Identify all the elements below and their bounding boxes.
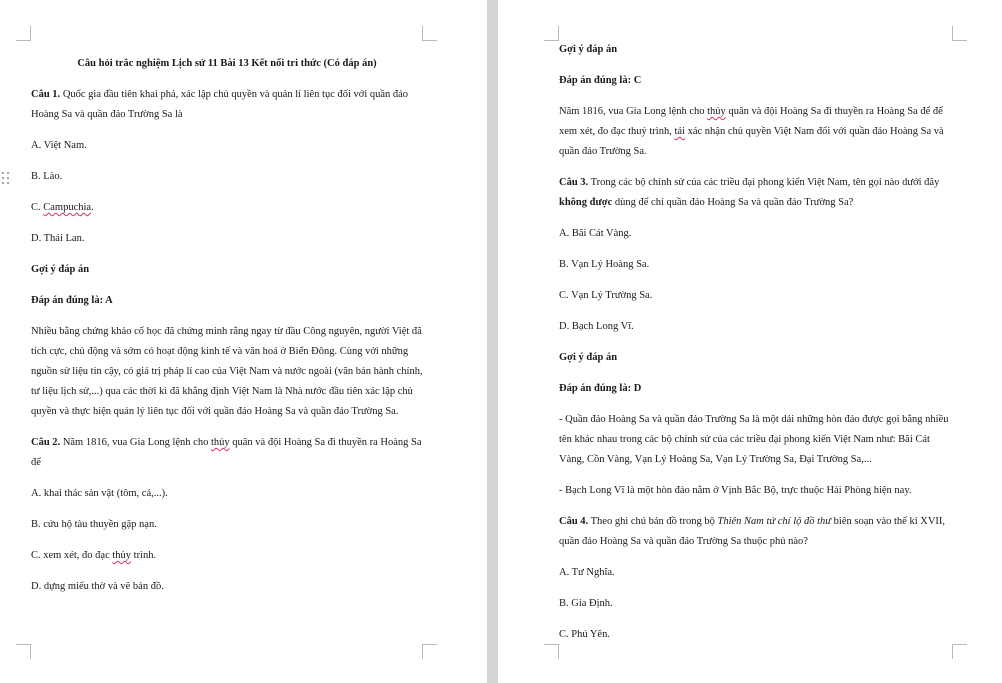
page-gutter [487, 0, 498, 683]
explanation: - Quần đảo Hoàng Sa và quần đảo Trường Sa là một dải những hòn đảo được gọi bằng nhiều tên khác nhau trong các bộ chính sử của các triều đại phong kiến Việt Nam như: Bãi Cát Vàng, Cồn Vàng, Vạn Lý Hoàng Sa, Vạn Lý Trường Sa, Đại Trường Sa,... [559, 414, 949, 465]
hint-heading: Gợi ý đáp án [559, 352, 618, 363]
crop-mark [544, 644, 559, 659]
answer-line: Đáp án đúng là: C [559, 75, 642, 86]
document-page-left[interactable] [0, 0, 487, 683]
option-b: B. Gia Định. [559, 598, 613, 609]
question-4 [559, 512, 955, 552]
option-prefix: C. [31, 202, 44, 213]
explanation-text: Năm 1816, vua Gia Long lệnh cho [559, 106, 708, 117]
question-2 [31, 433, 423, 473]
option-suffix: . [91, 202, 94, 213]
drag-handle-icon[interactable] [2, 172, 10, 188]
option-c: C. Phú Yên. [559, 629, 610, 640]
option-c [31, 198, 423, 218]
hint-heading: Gợi ý đáp án [559, 44, 618, 55]
question-emphasis: không được [559, 197, 613, 208]
spellcheck-word[interactable]: tái [674, 126, 685, 137]
answer-line: Đáp án đúng là: A [31, 295, 113, 306]
document-title: Câu hỏi trắc nghiệm Lịch sử 11 Bài 13 Kết nối tri thức (Có đáp án) [77, 58, 377, 69]
answer-line: Đáp án đúng là: D [559, 383, 642, 394]
option-d: D. Thái Lan. [31, 233, 85, 244]
question-text: dùng để chỉ quần đảo Hoàng Sa và quần đảo Trường Sa? [612, 197, 854, 208]
book-title: Thiên Nam tứ chí lộ đồ thư [717, 516, 832, 527]
crop-mark [422, 26, 437, 41]
crop-mark [16, 26, 31, 41]
question-label: Câu 1. [31, 89, 61, 100]
spellcheck-word[interactable]: thủy [112, 550, 132, 561]
option-suffix: trình. [131, 550, 157, 561]
question-label: Câu 3. [559, 177, 589, 188]
spellcheck-word[interactable]: thủy [707, 106, 726, 117]
option-b: B. Vạn Lý Hoàng Sa. [559, 259, 650, 270]
spellcheck-word[interactable]: thủy [210, 437, 230, 448]
option-a: A. Việt Nam. [31, 140, 87, 151]
question-text: Quốc gia đầu tiên khai phá, xác lập chủ quyền và quản lí liên tục đối với quần đảo Hoàng Sa và quần đảo Trường Sa là [31, 89, 409, 120]
option-a: A. khai thác sản vật (tôm, cá,...). [31, 488, 168, 499]
explanation-text: xác nhận chủ quyền Việt Nam đối với quần đảo Hoàng Sa và quần đảo Trường Sa. [559, 126, 944, 157]
option-a: A. Tư Nghĩa. [559, 567, 615, 578]
question-label: Câu 2. [31, 437, 61, 448]
option-a: A. Bãi Cát Vàng. [559, 228, 632, 239]
crop-mark [422, 644, 437, 659]
option-b: B. cứu hộ tàu thuyền gặp nạn. [31, 519, 157, 530]
option-c [31, 546, 423, 566]
hint-heading: Gợi ý đáp án [31, 264, 90, 275]
crop-mark [544, 26, 559, 41]
question-text: Theo ghi chú bản đồ trong bộ [588, 516, 718, 527]
question-text: Trong các bộ chính sử của các triều đại phong kiến Việt Nam, tên gọi nào dưới đây [588, 177, 940, 188]
crop-mark [952, 26, 967, 41]
option-b: B. Lào. [31, 171, 63, 182]
explanation: - Bạch Long Vĩ là một hòn đảo nằm ở Vịnh Bắc Bộ, trực thuộc Hải Phòng hiện nay. [559, 485, 912, 496]
page-body[interactable] [559, 40, 955, 656]
question-text: Năm 1816, vua Gia Long lệnh cho [60, 437, 211, 448]
explanation-text: quân và đội Hoàng Sa đi thuyền ra Hoàng Sa để để xem xét, đo đạc thuỷ trình, [559, 106, 943, 137]
question-1 [31, 85, 423, 125]
question-text: biên soạn vào thế kỉ XVII, quần đảo Hoàng Sa và quần đảo Trường Sa thuộc phủ nào? [559, 516, 946, 547]
document-page-right[interactable] [498, 0, 1002, 683]
option-prefix: C. xem xét, đo đạc [31, 550, 113, 561]
question-label: Câu 4. [559, 516, 589, 527]
option-d: D. dựng miếu thờ và vẽ bản đồ. [31, 581, 164, 592]
option-c: C. Vạn Lý Trường Sa. [559, 290, 653, 301]
explanation [559, 102, 955, 162]
explanation: Nhiều bằng chứng khảo cổ học đã chứng minh rằng ngay từ đầu Công nguyên, người Việt đã tích cực, chủ động và sớm có hoạt động kinh tế và văn hoá ở Biển Đông. Cùng với những nguồn sử liệu tin cậy, có giá trị pháp lí cao của Việt Nam và nước ngoài (văn bản hành chính, tư liệu lịch sử,...) qua các thời kì đã khẳng định Việt Nam là Nhà nước đầu tiên xác lập chủ quyền và thực hiện quản lý liên tục đối với quần đảo Hoàng Sa và quần đảo Trường Sa. [31, 326, 423, 417]
question-text: quân và đội Hoàng Sa đi thuyền ra Hoàng Sa để [31, 437, 422, 468]
crop-mark [16, 644, 31, 659]
page-body[interactable] [31, 54, 423, 608]
question-3 [559, 173, 955, 213]
spellcheck-word[interactable]: Campuchia [43, 202, 92, 213]
option-d: D. Bạch Long Vĩ. [559, 321, 634, 332]
